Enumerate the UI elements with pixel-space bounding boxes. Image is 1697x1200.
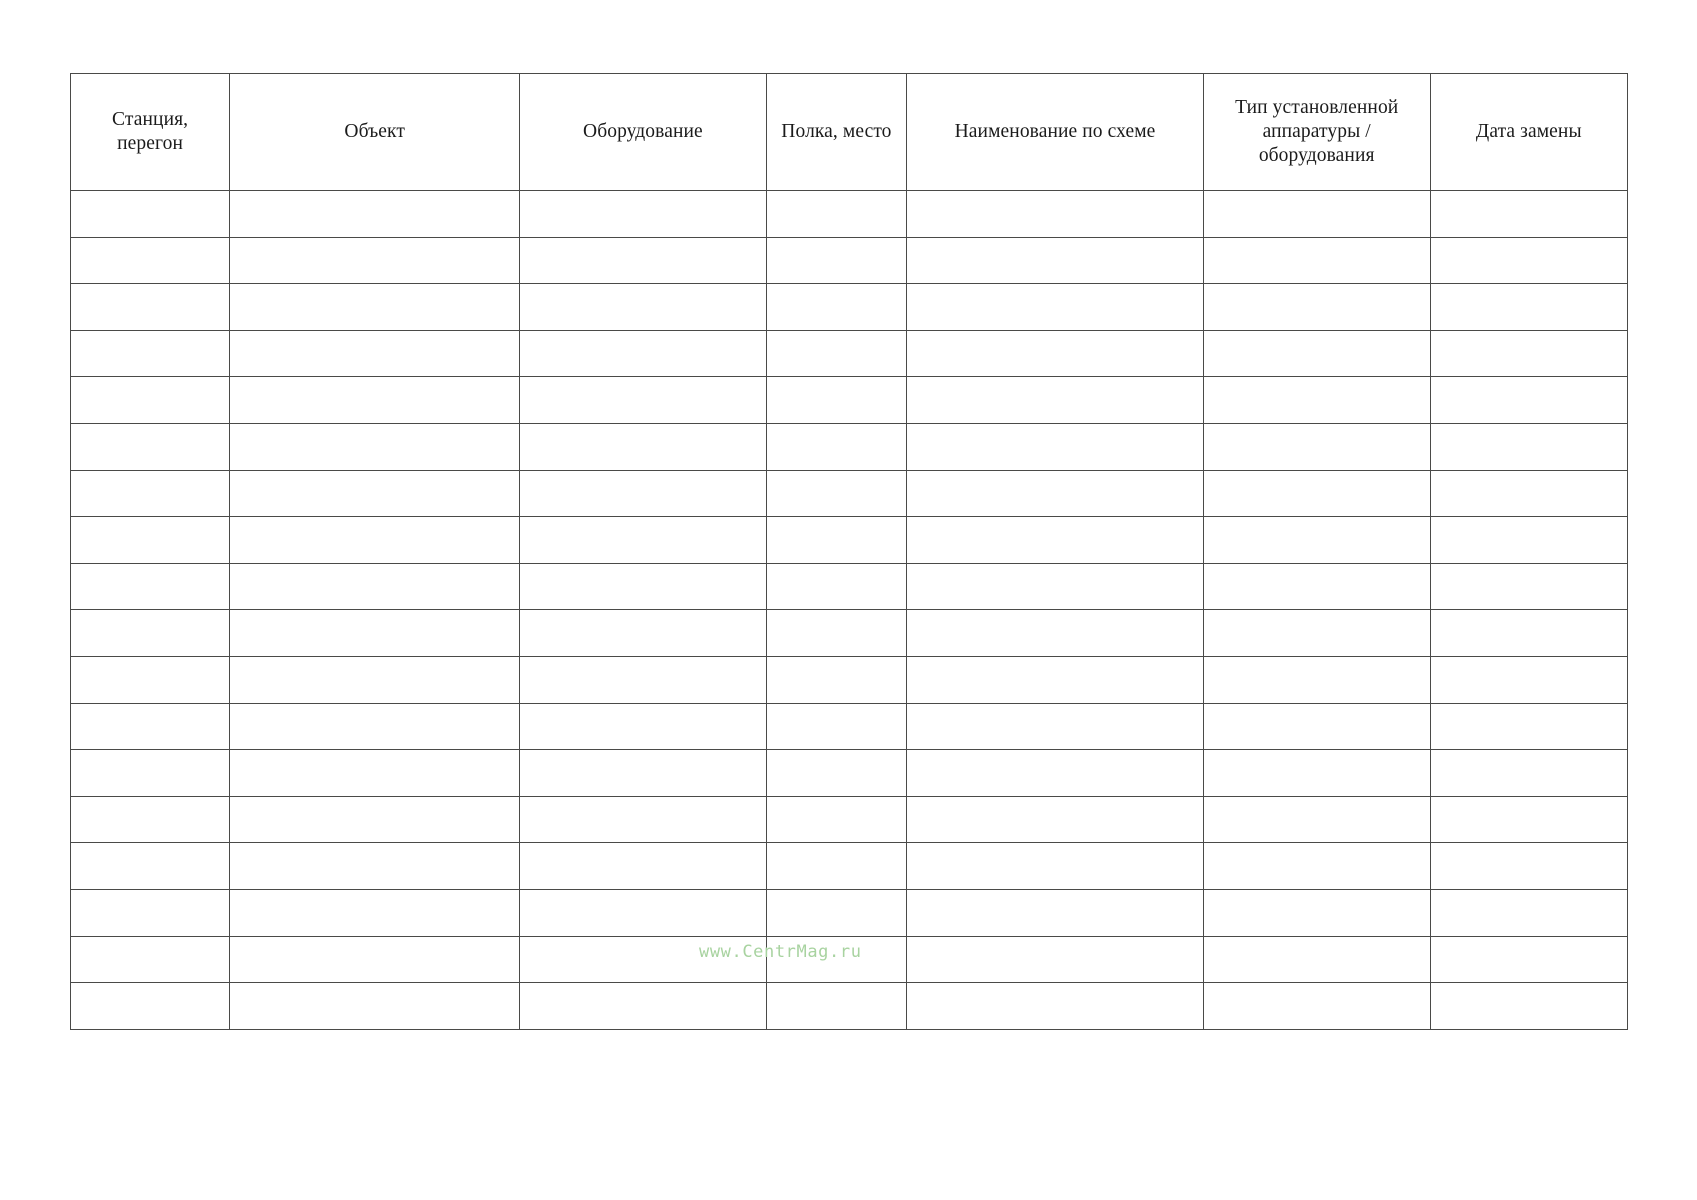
table-header xyxy=(71,74,1628,191)
cell-scheme[interactable] xyxy=(907,517,1204,564)
cell-type[interactable] xyxy=(1203,843,1430,890)
cell-shelf[interactable] xyxy=(766,703,907,750)
column-header-station xyxy=(71,74,230,191)
cell-station[interactable] xyxy=(71,983,230,1030)
cell-scheme[interactable] xyxy=(907,377,1204,424)
cell-scheme[interactable] xyxy=(907,703,1204,750)
column-header-scheme xyxy=(907,74,1204,191)
cell-shelf[interactable] xyxy=(766,656,907,703)
table-row xyxy=(71,656,1628,703)
cell-date[interactable] xyxy=(1430,936,1627,983)
cell-date[interactable] xyxy=(1430,237,1627,284)
column-header-type-line3: оборудования xyxy=(1258,144,1375,166)
cell-scheme[interactable] xyxy=(907,656,1204,703)
cell-object[interactable] xyxy=(230,470,520,517)
cell-date[interactable] xyxy=(1430,796,1627,843)
cell-equipment[interactable] xyxy=(520,983,766,1030)
cell-type[interactable] xyxy=(1203,656,1430,703)
table-row xyxy=(71,377,1628,424)
cell-equipment[interactable] xyxy=(520,563,766,610)
column-header-object xyxy=(230,74,520,191)
cell-type[interactable] xyxy=(1203,284,1430,331)
cell-object[interactable] xyxy=(230,330,520,377)
cell-equipment[interactable] xyxy=(520,330,766,377)
cell-date[interactable] xyxy=(1430,889,1627,936)
column-header-station-line1: Станция, xyxy=(112,109,189,131)
cell-type[interactable] xyxy=(1203,563,1430,610)
cell-object[interactable] xyxy=(230,703,520,750)
cell-shelf[interactable] xyxy=(766,330,907,377)
cell-station[interactable] xyxy=(71,377,230,424)
table-row xyxy=(71,703,1628,750)
table-row xyxy=(71,563,1628,610)
cell-station[interactable] xyxy=(71,610,230,657)
cell-shelf[interactable] xyxy=(766,517,907,564)
table-row xyxy=(71,423,1628,470)
cell-date[interactable] xyxy=(1430,330,1627,377)
registry-sheet xyxy=(70,73,1628,1030)
cell-type[interactable] xyxy=(1203,936,1430,983)
cell-station[interactable] xyxy=(71,423,230,470)
column-header-equipment xyxy=(520,74,766,191)
site-watermark: www.CentrMag.ru xyxy=(699,942,862,962)
cell-shelf[interactable] xyxy=(766,983,907,1030)
table-row xyxy=(71,983,1628,1030)
cell-station[interactable] xyxy=(71,796,230,843)
cell-type[interactable] xyxy=(1203,796,1430,843)
cell-station[interactable] xyxy=(71,750,230,797)
table-row xyxy=(71,610,1628,657)
cell-scheme[interactable] xyxy=(907,750,1204,797)
cell-type[interactable] xyxy=(1203,191,1430,238)
table-row xyxy=(71,237,1628,284)
cell-station[interactable] xyxy=(71,517,230,564)
cell-type[interactable] xyxy=(1203,330,1430,377)
cell-object[interactable] xyxy=(230,656,520,703)
cell-equipment[interactable] xyxy=(520,750,766,797)
cell-station[interactable] xyxy=(71,656,230,703)
table-row xyxy=(71,330,1628,377)
cell-type[interactable] xyxy=(1203,983,1430,1030)
cell-shelf[interactable] xyxy=(766,610,907,657)
cell-object[interactable] xyxy=(230,284,520,331)
cell-object[interactable] xyxy=(230,889,520,936)
column-header-type-line1: Тип установленной xyxy=(1235,97,1399,119)
cell-date[interactable] xyxy=(1430,191,1627,238)
cell-scheme[interactable] xyxy=(907,889,1204,936)
cell-type[interactable] xyxy=(1203,610,1430,657)
column-header-scheme-line1: Наименование по схеме xyxy=(954,121,1156,143)
cell-station[interactable] xyxy=(71,563,230,610)
cell-object[interactable] xyxy=(230,610,520,657)
cell-equipment[interactable] xyxy=(520,796,766,843)
cell-type[interactable] xyxy=(1203,517,1430,564)
equipment-registry-table xyxy=(70,73,1628,1030)
cell-scheme[interactable] xyxy=(907,796,1204,843)
cell-type[interactable] xyxy=(1203,377,1430,424)
column-header-object-line1: Объект xyxy=(344,121,405,143)
cell-scheme[interactable] xyxy=(907,936,1204,983)
cell-shelf[interactable] xyxy=(766,843,907,890)
cell-date[interactable] xyxy=(1430,563,1627,610)
column-header-shelf xyxy=(766,74,907,191)
cell-shelf[interactable] xyxy=(766,237,907,284)
table-row xyxy=(71,796,1628,843)
table-row xyxy=(71,517,1628,564)
cell-equipment[interactable] xyxy=(520,284,766,331)
cell-object[interactable] xyxy=(230,423,520,470)
cell-scheme[interactable] xyxy=(907,284,1204,331)
cell-object[interactable] xyxy=(230,796,520,843)
table-header-row xyxy=(71,74,1628,191)
cell-shelf[interactable] xyxy=(766,191,907,238)
cell-equipment[interactable] xyxy=(520,843,766,890)
cell-date[interactable] xyxy=(1430,750,1627,797)
cell-station[interactable] xyxy=(71,703,230,750)
cell-scheme[interactable] xyxy=(907,423,1204,470)
cell-shelf[interactable] xyxy=(766,889,907,936)
cell-date[interactable] xyxy=(1430,423,1627,470)
cell-shelf[interactable] xyxy=(766,423,907,470)
cell-equipment[interactable] xyxy=(520,610,766,657)
table-row xyxy=(71,191,1628,238)
cell-equipment[interactable] xyxy=(520,423,766,470)
cell-type[interactable] xyxy=(1203,889,1430,936)
column-header-type xyxy=(1203,74,1430,191)
cell-date[interactable] xyxy=(1430,843,1627,890)
cell-scheme[interactable] xyxy=(907,330,1204,377)
cell-object[interactable] xyxy=(230,517,520,564)
cell-scheme[interactable] xyxy=(907,843,1204,890)
cell-station[interactable] xyxy=(71,284,230,331)
cell-shelf[interactable] xyxy=(766,563,907,610)
cell-object[interactable] xyxy=(230,377,520,424)
cell-equipment[interactable] xyxy=(520,470,766,517)
cell-date[interactable] xyxy=(1430,983,1627,1030)
cell-equipment[interactable] xyxy=(520,377,766,424)
cell-scheme[interactable] xyxy=(907,237,1204,284)
table-row xyxy=(71,470,1628,517)
column-header-date xyxy=(1430,74,1627,191)
cell-date[interactable] xyxy=(1430,656,1627,703)
cell-scheme[interactable] xyxy=(907,610,1204,657)
table-row xyxy=(71,750,1628,797)
cell-object[interactable] xyxy=(230,983,520,1030)
table-row xyxy=(71,843,1628,890)
cell-object[interactable] xyxy=(230,936,520,983)
cell-station[interactable] xyxy=(71,330,230,377)
cell-date[interactable] xyxy=(1430,470,1627,517)
cell-station[interactable] xyxy=(71,936,230,983)
cell-date[interactable] xyxy=(1430,610,1627,657)
cell-type[interactable] xyxy=(1203,470,1430,517)
cell-scheme[interactable] xyxy=(907,191,1204,238)
cell-shelf[interactable] xyxy=(766,284,907,331)
column-header-shelf-line1: Полка, место xyxy=(781,121,892,143)
cell-type[interactable] xyxy=(1203,423,1430,470)
cell-station[interactable] xyxy=(71,889,230,936)
cell-equipment[interactable] xyxy=(520,517,766,564)
table-row xyxy=(71,284,1628,331)
column-header-date-line1: Дата замены xyxy=(1475,121,1582,143)
cell-date[interactable] xyxy=(1430,703,1627,750)
cell-object[interactable] xyxy=(230,843,520,890)
table-row xyxy=(71,889,1628,936)
cell-shelf[interactable] xyxy=(766,796,907,843)
table-body xyxy=(71,191,1628,1030)
cell-type[interactable] xyxy=(1203,750,1430,797)
cell-scheme[interactable] xyxy=(907,983,1204,1030)
cell-object[interactable] xyxy=(230,237,520,284)
cell-object[interactable] xyxy=(230,563,520,610)
cell-object[interactable] xyxy=(230,191,520,238)
cell-equipment[interactable] xyxy=(520,889,766,936)
cell-station[interactable] xyxy=(71,191,230,238)
column-header-station-line2: перегон xyxy=(117,133,184,154)
cell-scheme[interactable] xyxy=(907,563,1204,610)
cell-shelf[interactable] xyxy=(766,470,907,517)
cell-shelf[interactable] xyxy=(766,377,907,424)
column-header-type-line2: аппаратуры / xyxy=(1262,121,1371,143)
cell-equipment[interactable] xyxy=(520,191,766,238)
cell-equipment[interactable] xyxy=(520,237,766,284)
column-header-equipment-line1: Оборудование xyxy=(583,121,703,143)
cell-scheme[interactable] xyxy=(907,470,1204,517)
cell-type[interactable] xyxy=(1203,237,1430,284)
cell-date[interactable] xyxy=(1430,284,1627,331)
cell-station[interactable] xyxy=(71,237,230,284)
cell-station[interactable] xyxy=(71,843,230,890)
cell-station[interactable] xyxy=(71,470,230,517)
cell-object[interactable] xyxy=(230,750,520,797)
cell-equipment[interactable] xyxy=(520,703,766,750)
cell-date[interactable] xyxy=(1430,377,1627,424)
cell-equipment[interactable] xyxy=(520,656,766,703)
cell-type[interactable] xyxy=(1203,703,1430,750)
cell-date[interactable] xyxy=(1430,517,1627,564)
cell-shelf[interactable] xyxy=(766,750,907,797)
